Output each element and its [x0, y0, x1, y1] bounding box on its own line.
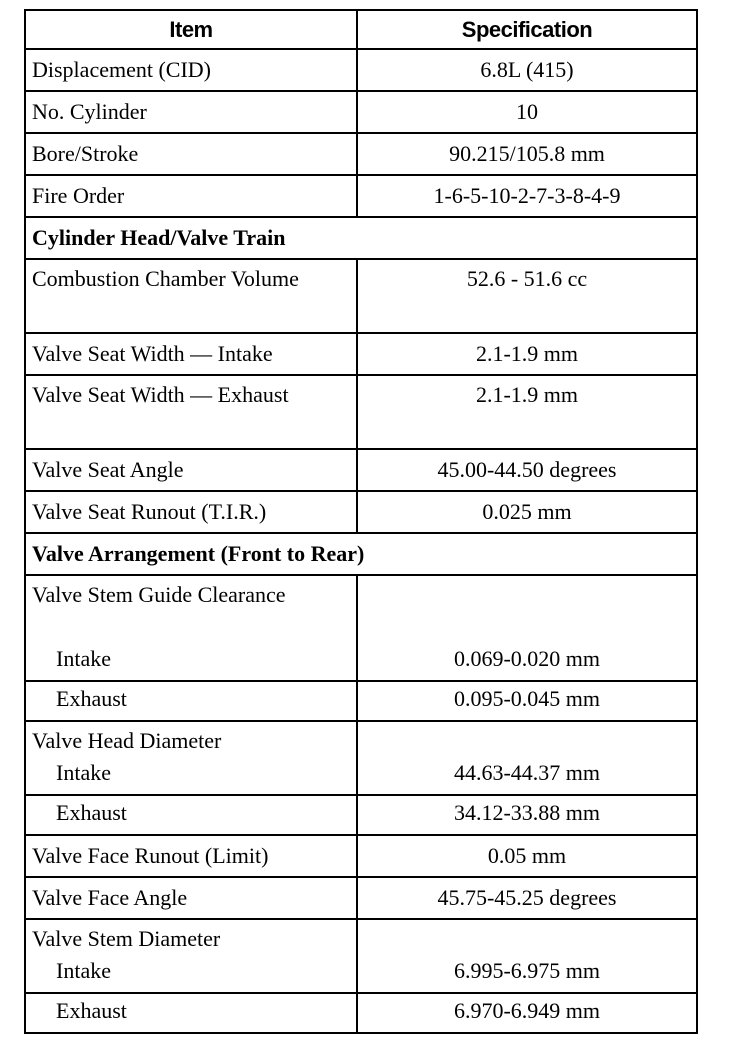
sub-item-cell: Intake	[25, 756, 357, 795]
spec-cell: 0.069-0.020 mm	[357, 642, 697, 681]
section-row-cylinder-head	[25, 217, 697, 259]
spec-cell: 0.025 mm	[357, 491, 697, 533]
table-row	[25, 449, 697, 491]
table-row	[25, 877, 697, 919]
item-cell: Displacement (CID)	[25, 49, 357, 91]
table-row	[25, 993, 697, 1033]
table-row	[25, 835, 697, 877]
sub-item-cell: Intake	[25, 954, 357, 993]
spec-table	[24, 9, 698, 1034]
item-cell: Valve Seat Angle	[25, 449, 357, 491]
table-row	[25, 49, 697, 91]
header-row	[25, 10, 697, 49]
spec-cell: 45.75-45.25 degrees	[357, 877, 697, 919]
spec-header: Specification	[357, 10, 697, 49]
spec-cell: 90.215/105.8 mm	[357, 133, 697, 175]
table-row	[25, 642, 697, 681]
spec-cell: 6.995-6.975 mm	[357, 954, 697, 993]
spec-cell: 45.00-44.50 degrees	[357, 449, 697, 491]
table-row	[25, 954, 697, 993]
spec-cell: 1-6-5-10-2-7-3-8-4-9	[357, 175, 697, 217]
spec-cell: 6.8L (415)	[357, 49, 697, 91]
spec-cell-empty	[357, 721, 697, 756]
spec-cell: 44.63-44.37 mm	[357, 756, 697, 795]
group-label: Valve Stem Diameter	[25, 919, 357, 954]
table-row	[25, 333, 697, 375]
sub-item-cell: Exhaust	[25, 993, 357, 1033]
section-row-valve-arrangement	[25, 533, 697, 575]
section-title: Valve Arrangement (Front to Rear)	[25, 533, 697, 575]
spec-cell: 2.1-1.9 mm	[357, 333, 697, 375]
item-cell: Valve Seat Width — Intake	[25, 333, 357, 375]
table-row	[25, 756, 697, 795]
sub-item-cell: Exhaust	[25, 795, 357, 835]
table-row	[25, 491, 697, 533]
table-row	[25, 681, 697, 721]
group-label: Valve Head Diameter	[25, 721, 357, 756]
sub-item-cell: Intake	[25, 642, 357, 681]
spec-cell: 0.05 mm	[357, 835, 697, 877]
group-row-stem-diameter	[25, 919, 697, 954]
item-cell: Valve Face Angle	[25, 877, 357, 919]
table-row	[25, 375, 697, 449]
group-label: Valve Stem Guide Clearance	[25, 575, 357, 642]
item-header: Item	[25, 10, 357, 49]
table-row	[25, 175, 697, 217]
group-row-guide-clearance	[25, 575, 697, 642]
group-row-head-diameter	[25, 721, 697, 756]
item-cell: No. Cylinder	[25, 91, 357, 133]
table-row	[25, 795, 697, 835]
sub-item-cell: Exhaust	[25, 681, 357, 721]
item-cell: Valve Seat Runout (T.I.R.)	[25, 491, 357, 533]
spec-cell: 10	[357, 91, 697, 133]
item-cell: Bore/Stroke	[25, 133, 357, 175]
item-cell: Combustion Chamber Volume	[25, 259, 357, 333]
spec-cell-empty	[357, 575, 697, 642]
spec-cell: 34.12-33.88 mm	[357, 795, 697, 835]
table-row	[25, 91, 697, 133]
section-title: Cylinder Head/Valve Train	[25, 217, 697, 259]
spec-cell-empty	[357, 919, 697, 954]
table-row	[25, 133, 697, 175]
item-cell: Valve Seat Width — Exhaust	[25, 375, 357, 449]
table-row	[25, 259, 697, 333]
item-cell: Fire Order	[25, 175, 357, 217]
spec-cell: 2.1-1.9 mm	[357, 375, 697, 449]
spec-cell: 52.6 - 51.6 cc	[357, 259, 697, 333]
spec-cell: 0.095-0.045 mm	[357, 681, 697, 721]
item-cell: Valve Face Runout (Limit)	[25, 835, 357, 877]
spec-cell: 6.970-6.949 mm	[357, 993, 697, 1033]
